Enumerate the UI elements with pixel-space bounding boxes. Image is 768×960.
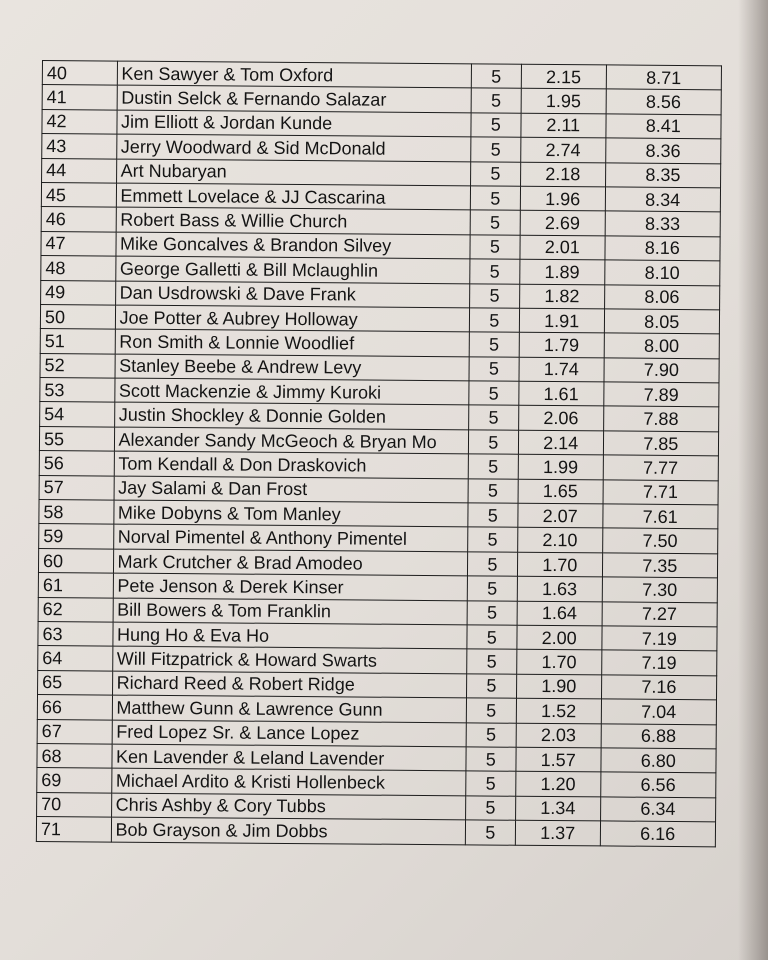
team-name-cell: Scott Mackenzie & Jimmy Kuroki [114,378,468,405]
rank-cell: 53 [40,378,115,403]
score-cell: 7.27 [602,602,718,627]
team-name-cell: Jim Elliott & Jordan Kunde [116,110,470,137]
games-cell: 5 [466,698,516,723]
rank-cell: 42 [42,109,117,134]
team-name-cell: Pete Jenson & Derek Kinser [113,573,467,600]
team-name-cell: Stanley Beebe & Andrew Levy [115,354,469,381]
rank-cell: 60 [38,548,113,573]
average-cell: 1.70 [517,650,602,675]
team-name-cell: Ron Smith & Lonnie Woodlief [115,329,469,356]
team-name-cell: Bob Grayson & Jim Dobbs [111,817,465,844]
average-cell: 1.82 [519,284,604,309]
rank-cell: 49 [41,280,116,305]
games-cell: 5 [467,649,517,674]
rank-cell: 63 [38,621,113,646]
games-cell: 5 [466,722,516,747]
score-cell: 7.77 [603,455,719,480]
games-cell: 5 [467,600,517,625]
average-cell: 2.15 [521,64,606,89]
average-cell: 2.01 [520,235,605,260]
games-cell: 5 [470,210,520,235]
average-cell: 1.52 [516,698,601,723]
team-name-cell: Richard Reed & Robert Ridge [112,671,466,698]
games-cell: 5 [469,357,519,382]
team-name-cell: Dustin Selck & Fernando Salazar [117,85,471,112]
games-cell: 5 [470,235,520,260]
average-cell: 2.11 [521,113,606,138]
team-name-cell: Jay Salami & Dan Frost [114,476,468,503]
rank-cell: 68 [37,743,112,768]
rank-cell: 46 [41,207,116,232]
games-cell: 5 [469,283,519,308]
average-cell: 2.18 [520,162,605,187]
games-cell: 5 [468,454,518,479]
team-name-cell: Mike Dobyns & Tom Manley [113,500,467,527]
score-cell: 8.71 [606,65,722,90]
team-name-cell: Matthew Gunn & Lawrence Gunn [112,695,466,722]
score-cell: 8.36 [605,138,721,163]
score-cell: 7.19 [601,650,717,675]
average-cell: 2.10 [518,528,603,553]
score-cell: 7.30 [602,577,718,602]
average-cell: 2.06 [518,406,603,431]
rank-cell: 62 [38,597,113,622]
team-name-cell: Tom Kendall & Don Draskovich [114,451,468,478]
games-cell: 5 [467,527,517,552]
rank-cell: 44 [42,158,117,183]
results-table-body [36,61,721,847]
rank-cell: 56 [39,451,114,476]
rank-cell: 43 [42,134,117,159]
team-name-cell: Fred Lopez Sr. & Lance Lopez [112,720,466,747]
team-name-cell: Dan Usdrowski & Dave Frank [115,281,469,308]
score-cell: 6.88 [601,723,717,748]
rank-cell: 57 [39,475,114,500]
average-cell: 1.90 [516,674,601,699]
average-cell: 2.07 [518,503,603,528]
score-cell: 8.05 [604,309,720,334]
average-cell: 1.96 [520,186,605,211]
score-cell: 7.35 [602,553,718,578]
team-name-cell: Mark Crutcher & Brad Amodeo [113,549,467,576]
rank-cell: 54 [40,402,115,427]
score-cell: 8.34 [605,187,721,212]
games-cell: 5 [470,259,520,284]
team-name-cell: Will Fitzpatrick & Howard Swarts [112,646,466,673]
rank-cell: 50 [40,304,115,329]
team-name-cell: Ken Sawyer & Tom Oxford [117,61,471,88]
average-cell: 1.99 [518,455,603,480]
score-cell: 8.00 [604,333,720,358]
score-cell: 7.19 [601,626,717,651]
score-cell: 7.04 [601,699,717,724]
team-name-cell: Robert Bass & Willie Church [116,207,470,234]
average-cell: 1.64 [517,601,602,626]
games-cell: 5 [466,747,516,772]
average-cell: 1.79 [519,333,604,358]
games-cell: 5 [469,308,519,333]
average-cell: 1.20 [516,772,601,797]
rank-cell: 64 [38,646,113,671]
games-cell: 5 [471,137,521,162]
score-cell: 6.80 [601,748,717,773]
games-cell: 5 [467,625,517,650]
score-cell: 8.56 [606,89,722,114]
team-name-cell: Emmett Lovelace & JJ Cascarina [116,183,470,210]
score-cell: 7.88 [603,406,719,431]
games-cell: 5 [471,64,521,89]
score-cell: 6.16 [600,821,716,846]
average-cell: 1.91 [519,308,604,333]
games-cell: 5 [469,332,519,357]
team-name-cell: George Galletti & Bill Mclaughlin [115,256,469,283]
score-cell: 7.89 [603,382,719,407]
games-cell: 5 [467,576,517,601]
games-cell: 5 [466,771,516,796]
score-cell: 8.35 [605,162,721,187]
games-cell: 5 [465,820,515,845]
games-cell: 5 [469,381,519,406]
score-cell: 7.61 [602,504,718,529]
average-cell: 2.00 [517,625,602,650]
average-cell: 1.57 [516,747,601,772]
rank-cell: 65 [38,670,113,695]
games-cell: 5 [467,552,517,577]
games-cell: 5 [468,478,518,503]
team-name-cell: Norval Pimentel & Anthony Pimentel [113,524,467,551]
team-name-cell: Chris Ashby & Cory Tubbs [111,793,465,820]
table-row [36,817,715,847]
team-name-cell: Ken Lavender & Leland Lavender [111,744,465,771]
rank-cell: 67 [37,719,112,744]
rank-cell: 69 [37,768,112,793]
average-cell: 1.70 [517,552,602,577]
rank-cell: 71 [36,817,111,842]
score-cell: 8.10 [604,260,720,285]
rank-cell: 52 [40,353,115,378]
average-cell: 2.74 [521,137,606,162]
average-cell: 2.69 [520,211,605,236]
rank-cell: 45 [41,182,116,207]
average-cell: 1.34 [515,796,600,821]
average-cell: 1.61 [519,381,604,406]
team-name-cell: Joe Potter & Aubrey Holloway [115,305,469,332]
average-cell: 1.89 [520,259,605,284]
team-name-cell: Justin Shockley & Donnie Golden [114,403,468,430]
games-cell: 5 [468,405,518,430]
score-cell: 6.56 [600,772,716,797]
games-cell: 5 [471,113,521,138]
score-cell: 7.71 [603,480,719,505]
games-cell: 5 [470,186,520,211]
games-cell: 5 [471,88,521,113]
rank-cell: 70 [37,792,112,817]
results-table [36,60,722,847]
page-edge-shadow [738,0,768,960]
score-cell: 8.16 [605,236,721,261]
team-name-cell: Alexander Sandy McGeoch & Bryan Mo [114,427,468,454]
score-cell: 7.90 [604,358,720,383]
score-cell: 8.06 [604,284,720,309]
games-cell: 5 [470,161,520,186]
team-name-cell: Bill Bowers & Tom Franklin [113,598,467,625]
team-name-cell: Hung Ho & Eva Ho [112,622,466,649]
score-cell: 7.16 [601,675,717,700]
team-name-cell: Michael Ardito & Kristi Hollenbeck [111,768,465,795]
rank-cell: 40 [42,61,117,86]
rank-cell: 55 [39,426,114,451]
games-cell: 5 [466,674,516,699]
games-cell: 5 [468,503,518,528]
score-cell: 8.41 [605,114,721,139]
score-cell: 7.85 [603,431,719,456]
rank-cell: 58 [39,500,114,525]
score-cell: 8.33 [605,211,721,236]
rank-cell: 41 [42,85,117,110]
games-cell: 5 [468,430,518,455]
team-name-cell: Mike Goncalves & Brandon Silvey [115,232,469,259]
average-cell: 1.65 [518,479,603,504]
average-cell: 1.95 [521,89,606,114]
rank-cell: 66 [37,695,112,720]
score-cell: 7.50 [602,528,718,553]
games-cell: 5 [465,796,515,821]
team-name-cell: Art Nubaryan [116,159,470,186]
rank-cell: 47 [41,231,116,256]
rank-cell: 59 [39,524,114,549]
team-name-cell: Jerry Woodward & Sid McDonald [116,134,470,161]
average-cell: 2.14 [518,430,603,455]
rank-cell: 61 [38,573,113,598]
average-cell: 2.03 [516,723,601,748]
rank-cell: 51 [40,329,115,354]
score-cell: 6.34 [600,797,716,822]
average-cell: 1.37 [515,820,600,845]
average-cell: 1.74 [519,357,604,382]
rank-cell: 48 [41,256,116,281]
average-cell: 1.63 [517,576,602,601]
